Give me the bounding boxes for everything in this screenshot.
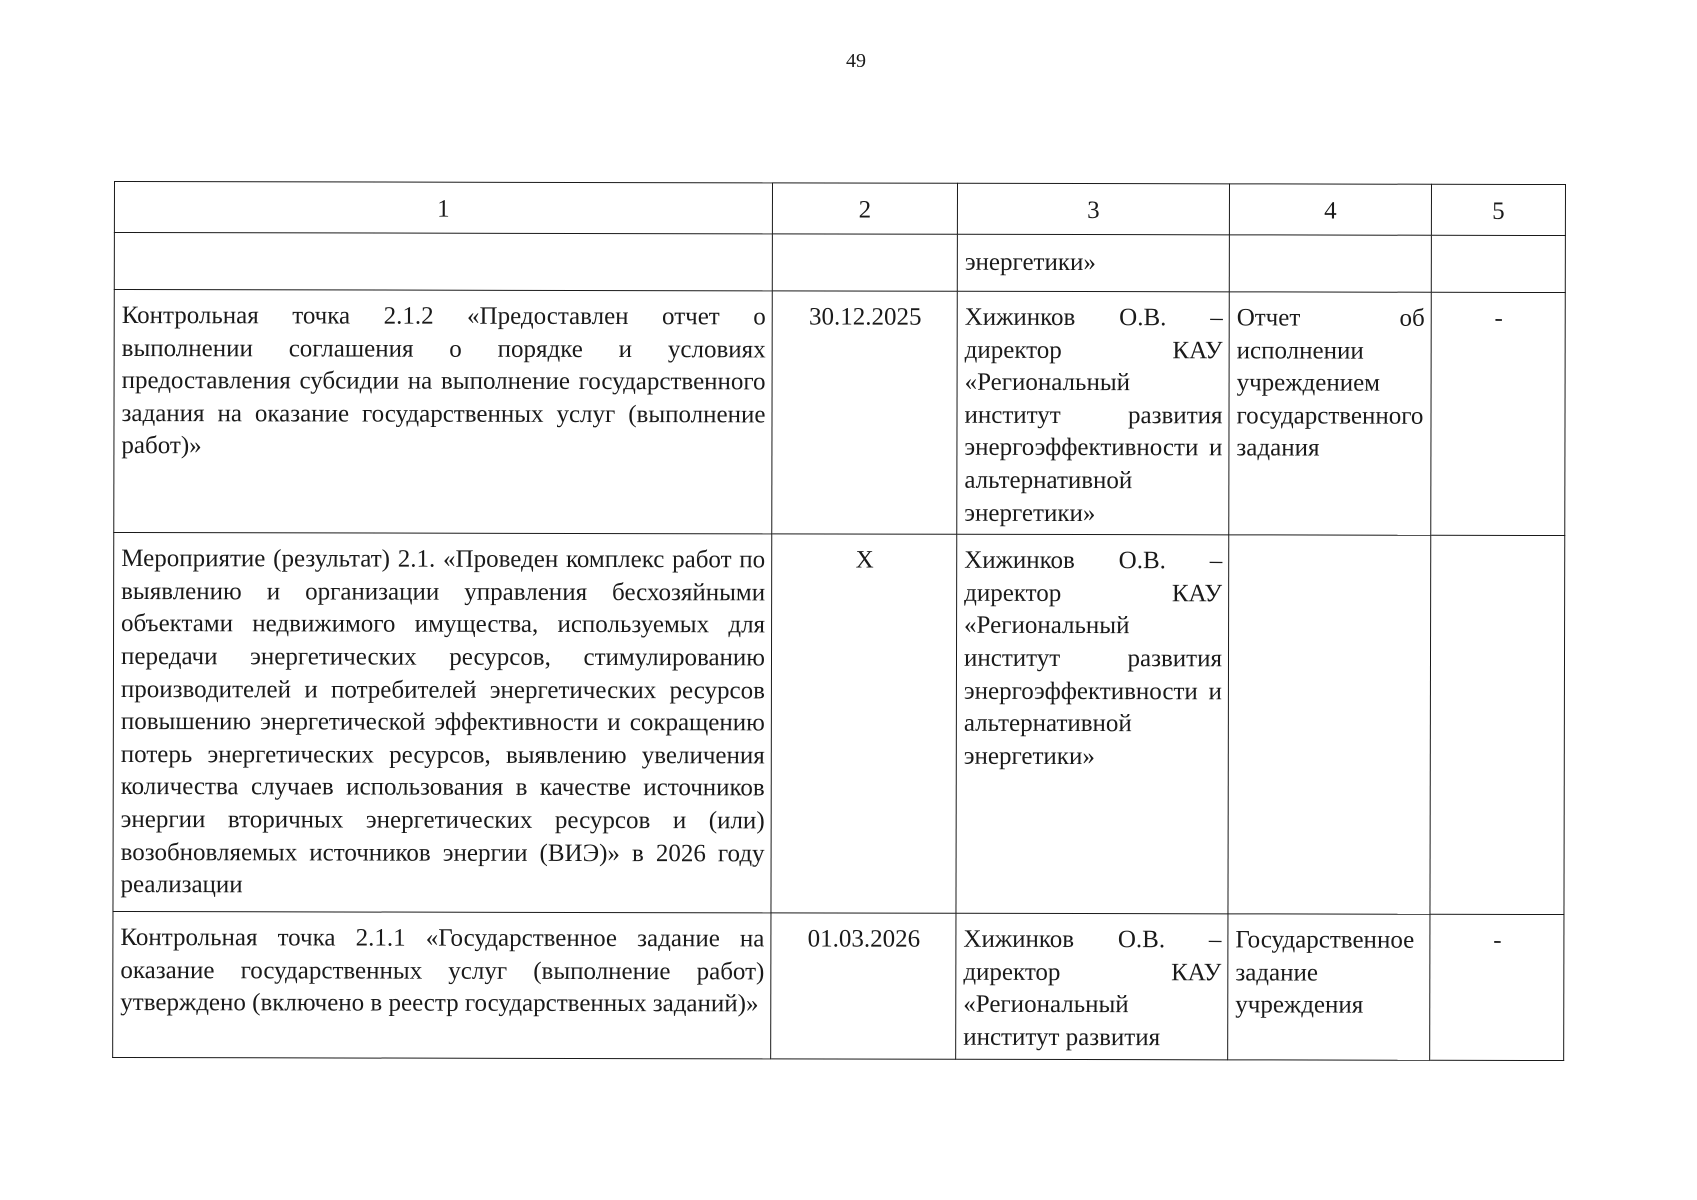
- table-row: [114, 290, 1566, 536]
- cell-name: Контрольная точка 2.1.1 «Государственное задание на оказание государственных услуг (выполнение работ) утверждено (включено в реестр государственных заданий)»: [113, 912, 771, 1059]
- table-row: [113, 912, 1564, 1060]
- page-number: 49: [846, 50, 866, 72]
- cell-date: 01.03.2026: [771, 913, 956, 1059]
- header-cell-1: 1: [114, 182, 772, 234]
- cell-name: Контрольная точка 2.1.2 «Предоставлен отчет о выполнении соглашения о порядке и условиях предоставления субсидии на выполнение государственного задания на оказание государственных услуг (выполнение работ)»: [114, 290, 773, 535]
- cell-responsible: Хижинков О.В. – директор КАУ «Региональный институт развития: [956, 913, 1228, 1059]
- cell-empty: [1431, 235, 1565, 292]
- cell-date: X: [771, 534, 957, 913]
- table-header-row: [114, 182, 1565, 236]
- cell-responsible: Хижинков О.В. – директор КАУ «Региональный институт развития энергоэффективности и альтернативной энергетики»: [956, 534, 1229, 914]
- header-cell-5: 5: [1431, 184, 1565, 235]
- cell-empty: [114, 233, 772, 291]
- header-cell-2: 2: [772, 183, 957, 234]
- cell-note: -: [1431, 292, 1566, 535]
- header-cell-3: 3: [957, 183, 1229, 235]
- cell-document: Отчет об исполнении учреждением государственного задания: [1229, 292, 1432, 536]
- cell-document: [1228, 535, 1431, 914]
- cell-empty: [772, 234, 957, 291]
- cell-name: Мероприятие (результат) 2.1. «Проведен комплекс работ по выявлению и организации управления бесхозяйными объектами недвижимого имущества, используемых для передачи энергетических ресурсов, стимулированию производителей и потребителей энергетических ресурсов повышению энергетической эффективности и сокращению потерь энергетических ресурсов, выявлению увеличения количества случаев использования в качестве источников энергии вторичных энергетических ресурсов и (или) возобновляемых источников энергии (ВИЭ)» в 2026 году реализации: [113, 533, 772, 913]
- control-points-table: [112, 181, 1566, 1061]
- cell-responsible: Хижинков О.В. – директор КАУ «Региональный институт развития энергоэффективности и альтернативной энергетики»: [957, 291, 1230, 535]
- table-row: [113, 533, 1565, 915]
- header-cell-4: 4: [1229, 184, 1431, 235]
- cell-date: 30.12.2025: [772, 291, 958, 535]
- cell-document: Государственное задание учреждения: [1228, 914, 1430, 1060]
- cell-empty: [1229, 235, 1431, 292]
- cell-responsible-continuation: энергетики»: [957, 234, 1229, 292]
- continuation-row: [114, 233, 1565, 293]
- cell-note: -: [1430, 914, 1564, 1060]
- cell-note: [1430, 535, 1565, 914]
